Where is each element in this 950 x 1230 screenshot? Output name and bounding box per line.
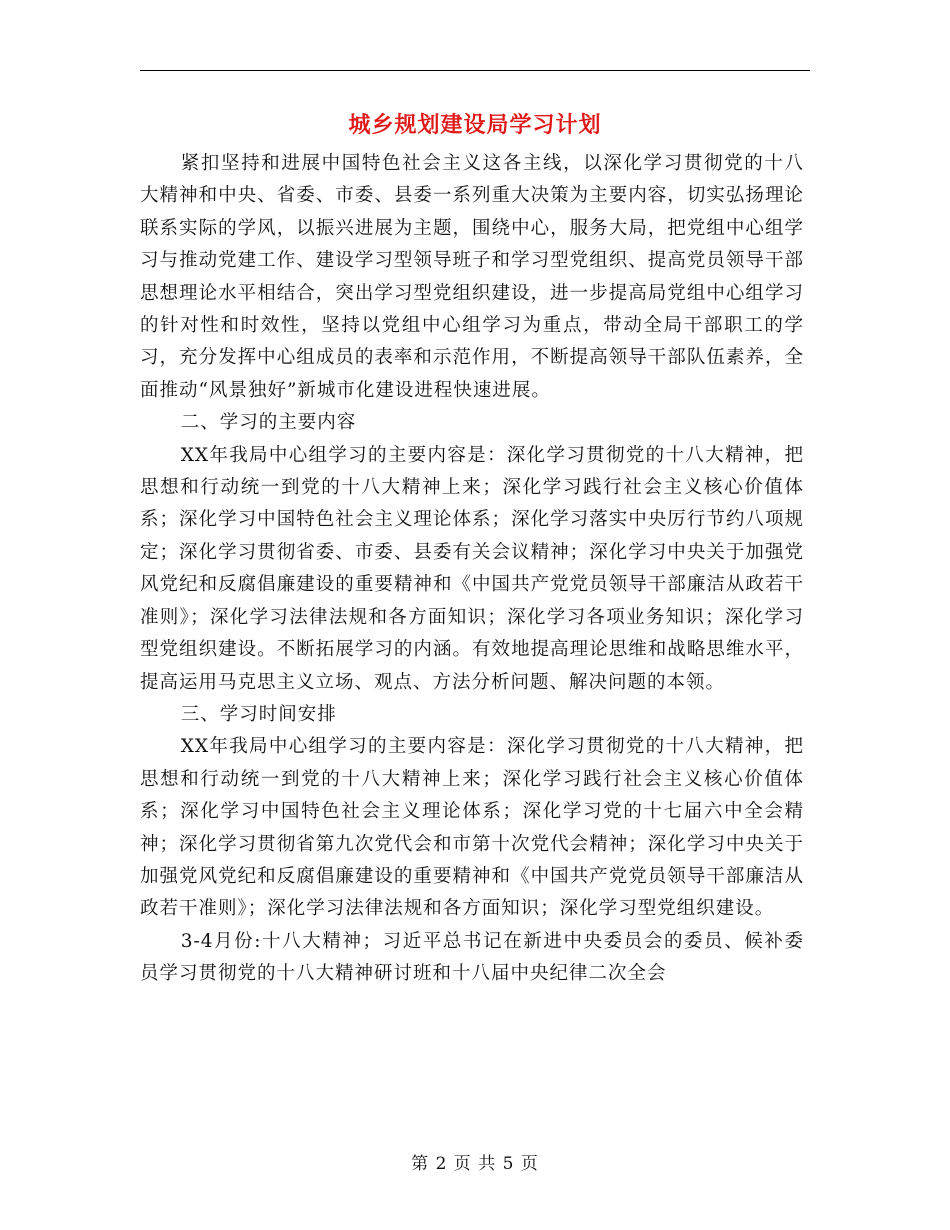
intro-paragraph: 紧扣坚持和进展中国特色社会主义这各主线，以深化学习贯彻党的十八大精神和中央、省委、市委、县委一系列重大决策为主要内容，切实弘扬理论联系实际的学风，以振兴进展为主题，围绕中心，服务大局，把党组中心组学习与推动党建工作、建设学习型领导班子和学习型党组织、提高党员领导干部思想理论水平相结合，突出学习型党组织建设，进一步提高局党组中心组学习的针对性和时效性，坚持以党组中心组学习为重点，带动全局干部职工的学习，充分发挥中心组成员的表率和示范作用，不断提高领导干部队伍素养，全面推动“风景独好”新城市化建设进程快速进展。: [140, 153, 804, 401]
document-body: [140, 148, 804, 991]
section-heading-content: 二、学习的主要内容: [180, 412, 357, 434]
month-schedule-paragraph: 3-4月份:十八大精神；习近平总书记在新进中央委员会的委员、候补委员学习贯彻党的十八大精神研讨班和十八届中央纪律二次全会: [140, 930, 804, 985]
document-title: 城乡规划建设局学习计划: [348, 112, 602, 138]
page-number: 第 2 页 共 5 页: [411, 1154, 539, 1174]
section-heading-schedule: 三、学习时间安排: [180, 703, 337, 725]
schedule-paragraph: XX年我局中心组学习的主要内容是：深化学习贯彻党的十八大精神，把思想和行动统一到党的十八大精神上来；深化学习践行社会主义核心价值体系；深化学习中国特色社会主义理论体系；深化学习党的十七届六中全会精神；深化学习贯彻省第九次党代会和市第十次党代会精神；深化学习中央关于加强党风党纪和反腐倡廉建设的重要精神和《中国共产党党员领导干部廉洁从政若干准则》；深化学习法律法规和各方面知识；深化学习型党组织建设。: [140, 736, 804, 920]
header-rule: [140, 70, 810, 71]
content-paragraph: XX年我局中心组学习的主要内容是：深化学习贯彻党的十八大精神，把思想和行动统一到党的十八大精神上来；深化学习践行社会主义核心价值体系；深化学习中国特色社会主义理论体系；深化学习落实中央厉行节约八项规定；深化学习贯彻省委、市委、县委有关会议精神；深化学习中央关于加强党风党纪和反腐倡廉建设的重要精神和《中国共产党党员领导干部廉洁从政若干准则》；深化学习法律法规和各方面知识；深化学习各项业务知识；深化学习型党组织建设。不断拓展学习的内涵。有效地提高理论思维和战略思维水平，提高运用马克思主义立场、观点、方法分析问题、解决问题的本领。: [140, 444, 804, 693]
